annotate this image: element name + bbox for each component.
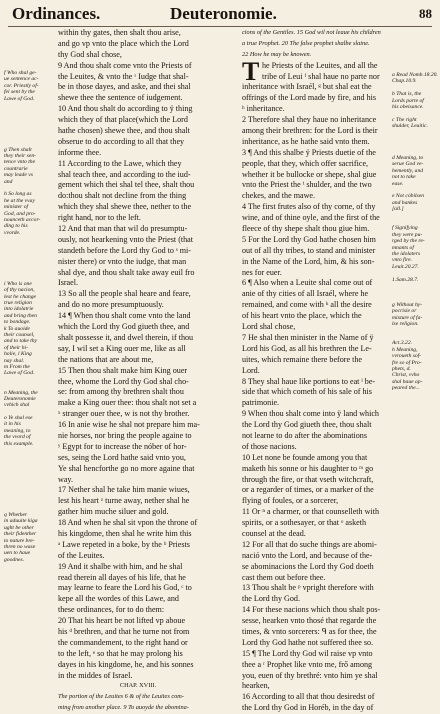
margin-note-line: h Meaning,	[392, 346, 418, 353]
margin-note-line: of their hi-	[4, 344, 28, 351]
margin-note-line: their counsel,	[4, 332, 35, 339]
text-line: among their brethren: for the Lord is their	[242, 126, 378, 136]
margin-note-line: rged by the re-	[392, 238, 425, 245]
text-line: in the middes of Israel.	[58, 670, 133, 680]
margin-note-line: and	[4, 178, 13, 185]
text-line: to the left, ᵉ so that he may prolong his	[58, 648, 183, 658]
drop-cap: T	[242, 56, 260, 86]
margin-note-line: into idolatrie	[4, 306, 34, 313]
left-text-column	[58, 28, 218, 714]
text-line: spirits, or a sothesayer, or that ᵒ asketh	[242, 518, 367, 528]
text-line: 6 ¶ Also when a Leuite shal come out of	[242, 278, 373, 288]
margin-note-line: mixture of fa-	[392, 314, 423, 321]
text-line: 10 Let none be founde among you that	[242, 452, 368, 462]
text-line: 7 He shal then minister in the Name of ÿ	[242, 332, 374, 342]
margin-note-line: 1.Sam.28.7.	[392, 276, 419, 283]
chapter-summary-line: a true Prophet. 20 The false prophet shalbe slaine.	[242, 39, 370, 47]
text-line: maketh his sonne or his daughter to ᵐ go	[242, 463, 374, 473]
text-line: ses, seing the Lord hathe said vnto you,	[58, 452, 186, 462]
text-line: shalt possesse it, and dwel therein, if thou	[58, 332, 194, 342]
margin-note-line: vnto fire.	[392, 257, 412, 264]
margin-note-line: m From the	[4, 363, 30, 370]
margin-note-line: phets, d.	[392, 365, 411, 372]
text-line: thy God shal chose,	[58, 49, 122, 59]
margin-note-line: f Signifying	[392, 225, 418, 232]
text-line: shal teach thee, and according to the iud-	[58, 169, 191, 179]
text-line: Lord thy God hathe not suffered thee so.	[242, 637, 374, 647]
text-line: nació vnto the Lord, and because of the-	[242, 550, 373, 560]
text-line: read therein all dayes of his life, that he	[58, 572, 186, 582]
text-line: make a King ouer thee: thou shalt not set a	[58, 398, 197, 408]
text-line: cast them out before thee.	[242, 572, 326, 582]
chapter-summary-line: 22 How he may be knowen.	[242, 50, 312, 58]
text-line: be in those dayes, and aske, and thei shal	[58, 82, 191, 92]
margin-note-line: they were pu-	[392, 231, 423, 238]
text-line: and do no more presumptuously.	[58, 300, 164, 310]
margin-note-line: serue God ve-	[392, 161, 424, 168]
margin-note-line: k To auoide	[4, 325, 30, 332]
text-line: the commandement, to the right hand or	[58, 637, 188, 647]
margin-note-line: Lawe of God.	[4, 370, 35, 377]
text-line: the nations that are about me,	[58, 354, 154, 364]
text-line: 15 Then thou shalt make him King ouer	[58, 365, 188, 375]
text-line: 11 According to the Lawe, which they	[58, 158, 182, 168]
text-line: 16 According to all that thou desiredst of	[242, 692, 375, 702]
margin-note-line: lest he change	[4, 293, 36, 300]
text-line: nie horses, nor bring the people againe to	[58, 430, 192, 440]
margin-note-line: ease.	[392, 180, 404, 187]
text-line: Ye shal hencforthe go no more againe that	[58, 463, 195, 473]
text-line: 9 When thou shalt come into ÿ land which	[242, 409, 379, 419]
margin-note-line: ding to his	[4, 223, 28, 230]
margin-note-line: d Meaning, to	[392, 155, 424, 162]
text-line: may learne to feare the Lord his God, ᶜ to	[58, 583, 192, 593]
text-line: patrimonie.	[242, 398, 280, 408]
text-line: 9 And thou shalt come vnto the Priests of	[58, 60, 192, 70]
margin-note-line: the vvord of	[4, 434, 31, 441]
text-line: ʰ inheritance.	[242, 104, 285, 114]
text-line: standeth before the Lord thy God to ˢ mi-	[58, 245, 191, 255]
margin-note-line: to bondage.	[4, 319, 31, 326]
margin-note-line: nay shal.	[4, 357, 25, 364]
margin-note-line: countrarie	[4, 165, 28, 172]
margin-note-line: Christ, vvho	[392, 372, 420, 379]
margin-note-line: thren no wase	[4, 543, 36, 550]
margin-note-line: Leuit.20.27.	[392, 263, 419, 270]
text-line: kepe all the wordes of this Lawe, and	[58, 594, 179, 604]
margin-note-line: vvhich shal	[4, 402, 30, 409]
margin-note-line: to nature bre-	[4, 537, 35, 544]
margin-note-line: meaning, to	[4, 427, 31, 434]
margin-note-line: lse religion.	[392, 321, 419, 328]
text-line: hathe chosen) shewe thee, and thou shalt	[58, 126, 190, 136]
text-line: vnto the Priest the ⁱ shulder, and the two	[242, 180, 372, 190]
text-line: within thy gates, then shalt thou arise,	[58, 28, 181, 37]
text-line: nes for euer.	[242, 267, 282, 277]
margin-note-line: [all.]	[392, 206, 404, 213]
text-line: informe thee.	[58, 147, 102, 157]
text-line: fleece of thy shepe shalt thou giue him.	[242, 224, 370, 234]
text-line: 12 And that man that wil do presumptu-	[58, 224, 188, 234]
text-line: nister there) or vnto the iudge, that man	[58, 256, 187, 266]
text-line: 14 For these nacions which thou shalt pos-	[242, 605, 381, 615]
text-line: say, I wil set a King ouer me, like as all	[58, 343, 186, 353]
text-line: Israel.	[58, 278, 78, 288]
margin-note-line: not to take	[392, 174, 416, 181]
margin-note-line: a Read Nomb.18.20.	[392, 72, 438, 78]
text-line: out of all thy tribes, to stand and minister	[242, 245, 376, 255]
right-text-column	[242, 28, 390, 714]
text-line: he Priests of the Leuites, and all the	[262, 60, 378, 70]
running-header	[0, 4, 440, 26]
text-line: 11 Or ⁿ a charmer, or that counselleth with	[242, 507, 380, 517]
margin-note-line: goodnes.	[4, 556, 25, 563]
text-line: shal dye, and thou shalt take away euil fro	[58, 267, 195, 277]
text-line: do:thou shalt not decline from the thing	[58, 191, 187, 201]
margin-note-line: fre so of Pro-	[392, 359, 422, 366]
text-line: sesse, hearken vnto thosé that regarde the	[242, 616, 377, 626]
text-line: thee a ʳ Prophet like vnto me, frő among	[242, 659, 373, 669]
margin-note-line: n Meaning, the	[4, 389, 38, 396]
chapter-summary-line: ming from another place. 9 To auoyde the abomina-	[58, 704, 189, 712]
margin-note-line: vvroueth sof-	[392, 353, 422, 360]
text-line: 13 So all the people shal heare and feare,	[58, 289, 191, 299]
chapter-summary-line: The portion of the Leuites 6 & of the Leuites com-	[58, 693, 184, 701]
text-line: of his heart vnto the place, which the	[242, 311, 362, 321]
margin-note-line: Act.3.22.	[392, 340, 413, 347]
text-line: hearken,	[242, 681, 270, 691]
margin-note-line: and to take thy	[4, 338, 38, 345]
text-line: 2 Therefore shal they haue no inheritance	[242, 115, 377, 125]
text-line: you, euen of thy brethré: vnto him ye shal	[242, 670, 378, 680]
text-line: ᵃ Lawe repeted in a boke, by the ᵇ Priests	[58, 539, 190, 549]
margin-note-line: h So long as	[4, 191, 32, 198]
margin-note-line: it in his	[4, 421, 21, 428]
text-line: offrings of the Lord made by fire, and his	[242, 93, 377, 103]
text-line: these ordinances, for to do them:	[58, 605, 165, 615]
text-line: the Lord thy God in Horéb, in the day of	[242, 703, 374, 713]
margin-note-line: nounceth accor-	[4, 216, 41, 223]
text-line: of those nacions.	[242, 441, 297, 451]
margin-note-line: f Who shal ge-	[4, 70, 37, 76]
margin-note-line: fei sent by the	[4, 89, 35, 96]
text-line: ʸ Egypt for to increase the nóber of hor-	[58, 441, 187, 451]
margin-note-line: and bankes	[392, 199, 418, 206]
text-line: wine, and of thine oyle, and the first of the	[242, 213, 380, 223]
right-margin-notes	[392, 72, 438, 392]
text-line: obserue to do according to all that they	[58, 136, 185, 146]
margin-note-line: minister of	[4, 204, 29, 211]
text-line: inheritance with Israél, ᵍ but shal eat the	[242, 82, 372, 92]
text-line: 14 ¶ When thou shalt come vnto the land	[58, 311, 191, 321]
margin-note-line: ught be other	[4, 524, 34, 531]
margin-note-line: Chap.10.9.	[392, 78, 417, 85]
text-line: which the Lord thy God giueth thee, and	[58, 322, 190, 332]
text-line: not learne to do after the abominations	[242, 430, 367, 440]
text-line: whether it be bullocke or shepe, shal giue	[242, 169, 377, 179]
text-line: times, & vnto sorcerers: ᑫ as for thee, the	[242, 626, 377, 636]
text-line: 16 In anie wise he shal not prepare him ma-	[58, 420, 200, 430]
margin-note-line: b That is, the	[392, 91, 422, 98]
margin-note-line: ue sentence ac-	[4, 76, 39, 83]
margin-note-line: Deuteronomie	[4, 395, 36, 402]
margin-note-line: true religion	[4, 300, 32, 307]
chapter-summary-line: cions of the Gentiles. 15 God wil not leaue his children	[242, 29, 381, 36]
margin-note-line: shal haue ap-	[392, 378, 423, 385]
text-line: 18 And when he shal sit vpon the throne of	[58, 518, 198, 528]
text-line: remained, and come with ᵏ all the desire	[242, 300, 372, 310]
margin-note-line: and bring then	[4, 312, 37, 319]
text-line: Lord.	[242, 365, 260, 375]
text-line: counsel at the dead.	[242, 528, 306, 538]
text-line: anie of thy cities of all Israél, where he	[242, 289, 369, 299]
text-line: the Lord thy God.	[242, 594, 300, 604]
text-line: dayes in his kingdome, he, and his sonnes	[58, 659, 194, 669]
text-line: tribe of Leui ᶠ shal haue no parte nor	[262, 71, 380, 81]
margin-note-line: they their sen-	[4, 153, 36, 160]
margin-note-line: e Not cóbilsen	[392, 193, 425, 200]
margin-note-line: Lawe of God.	[4, 95, 35, 102]
page-number: 88	[419, 6, 432, 21]
text-line: his kingdome, then shal he write him this	[58, 528, 192, 538]
margin-note-line: uen to haue	[4, 550, 31, 557]
text-line: right hand, nor to the left.	[58, 213, 141, 223]
header-rule	[8, 26, 432, 27]
margin-note-line: o Ye shal ese	[4, 415, 33, 422]
margin-note-line: their fidenther	[4, 531, 37, 538]
margin-note-line: Lords parte of	[392, 97, 424, 104]
text-line: through the fire, or that vseth witchcraft,	[242, 474, 374, 484]
margin-note-line: of thy nacion,	[4, 287, 35, 294]
text-line: 3 ¶ And this shalbe ÿ Priests duetie of the	[242, 147, 376, 157]
margin-note-line: holie, l King	[4, 351, 32, 358]
text-line: gement which thei shal tel thee, shalt thou	[58, 180, 195, 190]
margin-note-line: g Then shalt	[4, 146, 32, 153]
text-line: 5 For the Lord thy God hathe chosen him	[242, 234, 376, 244]
header-book-title: Deuteronomie.	[170, 4, 277, 23]
text-line: thee, whome the Lord thy God shal cho-	[58, 376, 189, 386]
text-line: 4 The first frutes also of thy corne, of thy	[242, 202, 376, 212]
text-line: se: from among thy brethren shalt thou	[58, 387, 184, 397]
text-line: 10 And thou shalt do according to ÿ thing	[58, 104, 193, 114]
text-line: 17 Nether shal he take him manie wiues,	[58, 485, 190, 495]
margin-note-line: may leade vs	[4, 172, 33, 179]
text-line: 20 That his heart be not lifted vp aboue	[58, 616, 186, 626]
margin-note-line: i Who is one	[4, 280, 32, 287]
text-line: uites, which remaine there before the	[242, 354, 363, 364]
header-left-title: Ordinances.	[12, 4, 101, 23]
text-line: Lord shal chose,	[242, 322, 296, 332]
text-line: the Leuites, & vnto the ʳ Iudge that shal-	[58, 71, 189, 81]
margin-note-line: g Without hy-	[392, 302, 423, 309]
chapter-heading: CHAP. XVIII.	[119, 682, 157, 690]
text-line: 12 For all that do suche things are abomi-	[242, 539, 377, 549]
text-line: which they shal shewe thee, nether to the	[58, 202, 192, 212]
text-line: the Lord thy God giueth thee, thou shalt	[242, 420, 372, 430]
left-margin-notes-lower	[4, 512, 54, 563]
text-line: lest his heart ᶻ turne away, nether shal he	[58, 496, 190, 506]
text-line: people, that they, which offer sacrifice,	[242, 158, 369, 168]
text-line: his ᵈ brethren, and that he turne not from	[58, 626, 190, 636]
text-line: 13 Thou shalt be ᵖ vpright therefore with	[242, 583, 374, 593]
margin-note-line: the idolaters	[392, 250, 421, 257]
text-line: of the Leuites.	[58, 550, 105, 560]
margin-note-line: q Whether	[4, 512, 28, 518]
margin-note-line: he at the vvay	[4, 197, 35, 204]
text-line: se abominacions the Lord thy God doeth	[242, 561, 374, 571]
text-line: ously, not hearkening vnto the Priest (that	[58, 234, 194, 244]
text-line: which they of that place(which the Lord	[58, 115, 188, 125]
text-line: 19 And it shalbe with him, and he shal	[58, 561, 183, 571]
margin-note-line: God, and pro-	[4, 210, 36, 217]
text-line: flying of foules, or a sorcerer,	[242, 496, 339, 506]
margin-note-line: cor. Priestly of-	[4, 82, 39, 89]
text-line: shewe thee the sentence of iudgement.	[58, 93, 183, 103]
margin-note-line: peared the...	[392, 385, 420, 392]
text-line: inheritance, as he hathe said vnto them.	[242, 136, 370, 146]
text-line: in the Name of the Lord, him, & his son-	[242, 256, 375, 266]
margin-note-line: shulder, Leuitic.	[392, 123, 428, 130]
margin-note-line: mnants of	[392, 244, 414, 251]
text-line: Lord his God, as all his brethren the Le-	[242, 343, 372, 353]
text-line: or a regarder of times, or a marker of the	[242, 485, 374, 495]
text-line: and go vp vnto the place which the Lord	[58, 38, 189, 48]
margin-note-line: c The right	[392, 116, 417, 123]
margin-note-line: tence vnto the	[4, 159, 36, 166]
text-line: gather him muche siluer and gold.	[58, 507, 169, 517]
text-line: 15 ¶ The Lord thy God wil raise vp vnto	[242, 648, 373, 658]
text-line: way.	[58, 474, 73, 484]
text-line: side that which cometh of his sale of his	[242, 387, 372, 397]
text-line: 8 They shal haue like portions to eat ˡ be-	[242, 376, 376, 386]
margin-note-line: vvorde.	[4, 229, 21, 236]
text-line: chekes, and the mawe.	[242, 191, 316, 201]
margin-note-line: his obeisance.	[392, 103, 424, 110]
margin-note-line: this example.	[4, 440, 34, 447]
left-margin-notes	[4, 70, 54, 447]
margin-note-line: hemently, and	[392, 167, 424, 174]
margin-note-line: in aduuite kiga	[4, 518, 38, 525]
text-line: ˣ stranger ouer thee, w is not thy brother.	[58, 409, 190, 419]
margin-note-line: pocrisie or	[392, 308, 417, 315]
